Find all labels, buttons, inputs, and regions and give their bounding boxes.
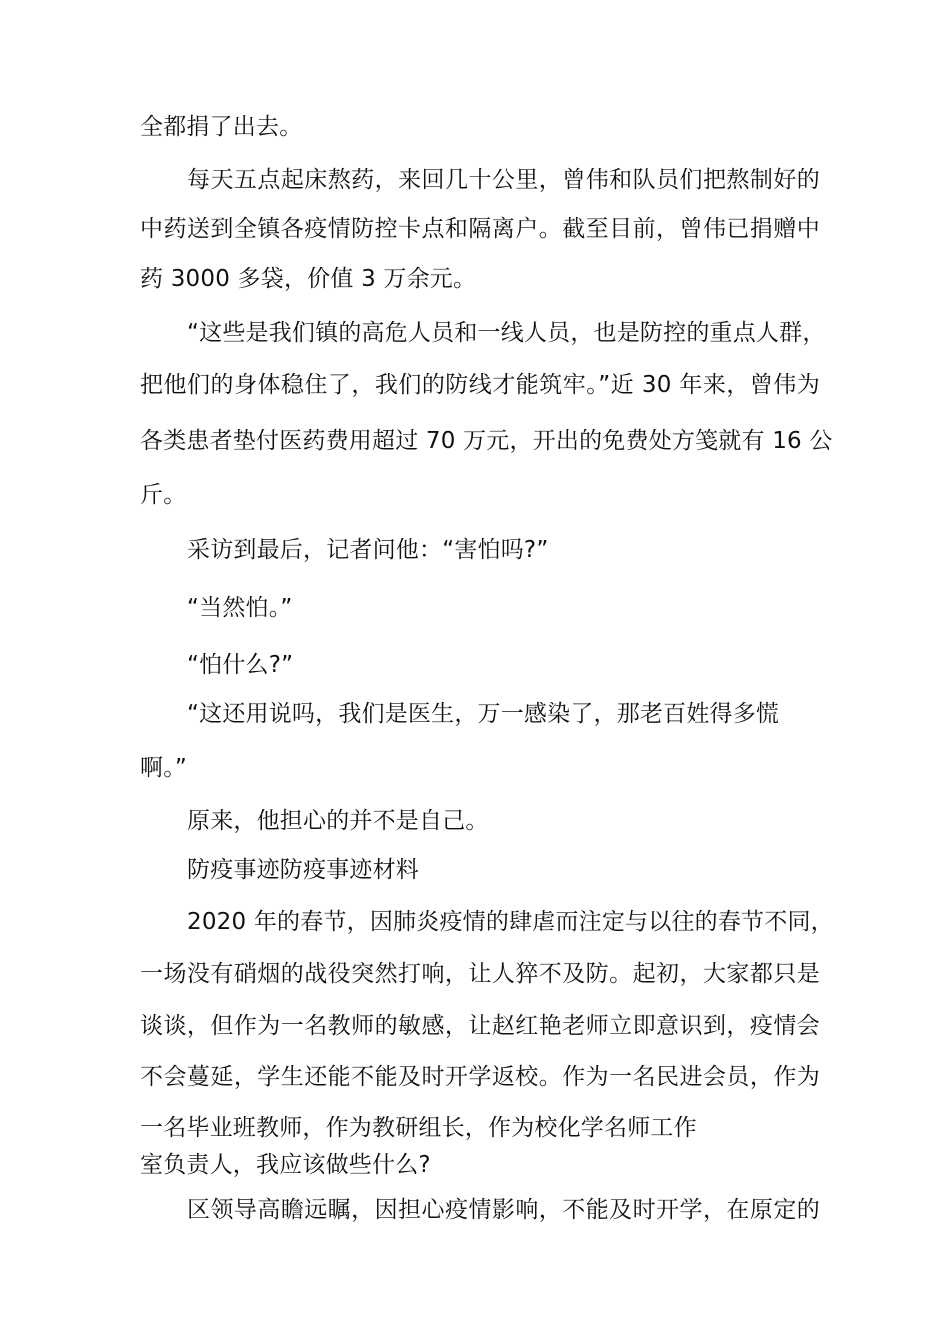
text-line: 不会蔓延，学生还能不能及时开学返校。作为一名民进会员，作为 [140, 1064, 820, 1090]
text-line: “这些是我们镇的高危人员和一线人员，也是防控的重点人群， [187, 320, 826, 346]
text-line: 采访到最后，记者问他：“害怕吗?” [187, 537, 549, 563]
text-line: 室负责人，我应该做些什么? [140, 1152, 431, 1178]
text-line: 药 3000 多袋，价值 3 万余元。 [140, 266, 477, 292]
text-line: 原来，他担心的并不是自己。 [187, 808, 489, 834]
text-line: 全都捐了出去。 [140, 114, 303, 140]
text-line: 斤。 [140, 482, 187, 508]
text-line: 谈谈，但作为一名教师的敏感，让赵红艳老师立即意识到，疫情会 [140, 1013, 820, 1039]
text-line: 一场没有硝烟的战役突然打响，让人猝不及防。起初，大家都只是 [140, 961, 820, 987]
text-line: 把他们的身体稳住了，我们的防线才能筑牢。”近 30 年来，曾伟为 [140, 372, 820, 398]
text-line: 啊。” [140, 755, 188, 781]
text-line: 一名毕业班教师，作为教研组长，作为校化学名师工作 [140, 1115, 697, 1141]
section-heading: 防疫事迹防疫事迹材料 [187, 857, 419, 883]
text-line: 区领导高瞻远瞩，因担心疫情影响，不能及时开学，在原定的 [187, 1197, 820, 1223]
text-line: 各类患者垫付医药费用超过 70 万元，开出的免费处方笺就有 16 公 [140, 428, 833, 454]
text-line: “当然怕。” [187, 595, 293, 621]
text-line: 2020 年的春节，因肺炎疫情的肆虐而注定与以往的春节不同， [187, 909, 834, 935]
text-line: 每天五点起床熬药，来回几十公里，曾伟和队员们把熬制好的 [187, 167, 820, 193]
text-line: “这还用说吗，我们是医生，万一感染了，那老百姓得多慌 [187, 701, 780, 727]
text-line: 中药送到全镇各疫情防控卡点和隔离户。截至目前，曾伟已捐赠中 [140, 216, 820, 242]
text-line: “怕什么?” [187, 652, 294, 678]
